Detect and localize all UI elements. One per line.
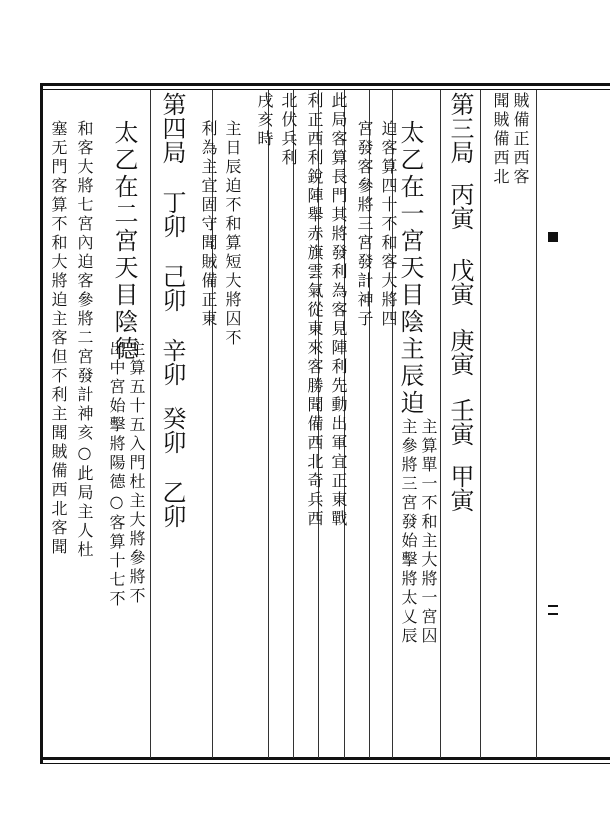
column-rule (268, 90, 269, 758)
main-text-line: 太乙在一宮天目陰主辰迫 (396, 120, 424, 417)
stem-branch: 甲寅 (446, 464, 474, 512)
body-line: 迫客算四十不和客大將四 (379, 120, 398, 329)
body-line: 和客大將七宮內迫客參將二宮發計神亥○此局主人杜 (75, 120, 94, 560)
column-rule (293, 90, 294, 758)
body-line: 宮發客參將三宮發計神子 (355, 120, 374, 329)
stem-branch: 己卯 (158, 264, 186, 312)
frame-border-bottom-inner (40, 763, 610, 764)
stem-branch: 庚寅 (446, 328, 474, 376)
section-header-3 (448, 92, 472, 512)
frame-border-left (40, 83, 43, 763)
body-line: 利為主宜固守聞賊備正東 (199, 120, 218, 329)
stem-branch: 丙寅 (446, 182, 474, 230)
marginal-note: 聞賊備西北 (491, 92, 510, 187)
column-rule (150, 90, 151, 758)
stem-branch: 壬寅 (446, 398, 474, 446)
body-line: 塞无門客算不和大將迫主客但不利主聞賊備西北客聞 (49, 120, 68, 557)
section-title: 第四局 (158, 92, 186, 164)
fishtail-mark (548, 232, 558, 242)
annotation-line: 主算五十五入門杜主大將參將不 (127, 340, 146, 606)
section-title: 第三局 (446, 92, 474, 164)
body-line: 此局客算長門其將發利為客見陣利先動出軍宜正東戰 (329, 92, 348, 529)
body-line: 北伏兵利 (279, 92, 298, 168)
stem-branch: 丁卯 (158, 190, 186, 238)
marginal-note: 賊備正西客 (511, 92, 530, 187)
body-line: 主日辰迫不和算短大將囚不 (223, 120, 242, 348)
column-rule (536, 90, 537, 758)
section-header-4 (160, 92, 184, 528)
annotation-line: 主算單一不和主大將一宮囚 (419, 418, 438, 646)
frame-border-top-inner (40, 89, 610, 90)
fishtail-mark-lower (548, 605, 558, 615)
main-text-line: 太乙在二宮天目陰德 (110, 120, 138, 363)
column-rule (480, 90, 481, 758)
annotation-line: 出中宮始擊將陽德○客算十七不 (107, 340, 126, 609)
body-line: 戌亥時 (255, 92, 274, 149)
column-rule (440, 90, 441, 758)
frame-border-bottom (40, 757, 610, 760)
stem-branch: 辛卯 (158, 338, 186, 386)
body-line: 利正西利銳陣舉赤旗雲氣從東來客勝聞備西北奇兵西 (305, 92, 324, 529)
frame-border-top (40, 83, 610, 86)
stem-branch: 癸卯 (158, 406, 186, 454)
stem-branch: 戊寅 (446, 258, 474, 306)
annotation-line: 主參將三宮發始擊將太乂辰 (399, 418, 418, 646)
stem-branch: 乙卯 (158, 480, 186, 528)
